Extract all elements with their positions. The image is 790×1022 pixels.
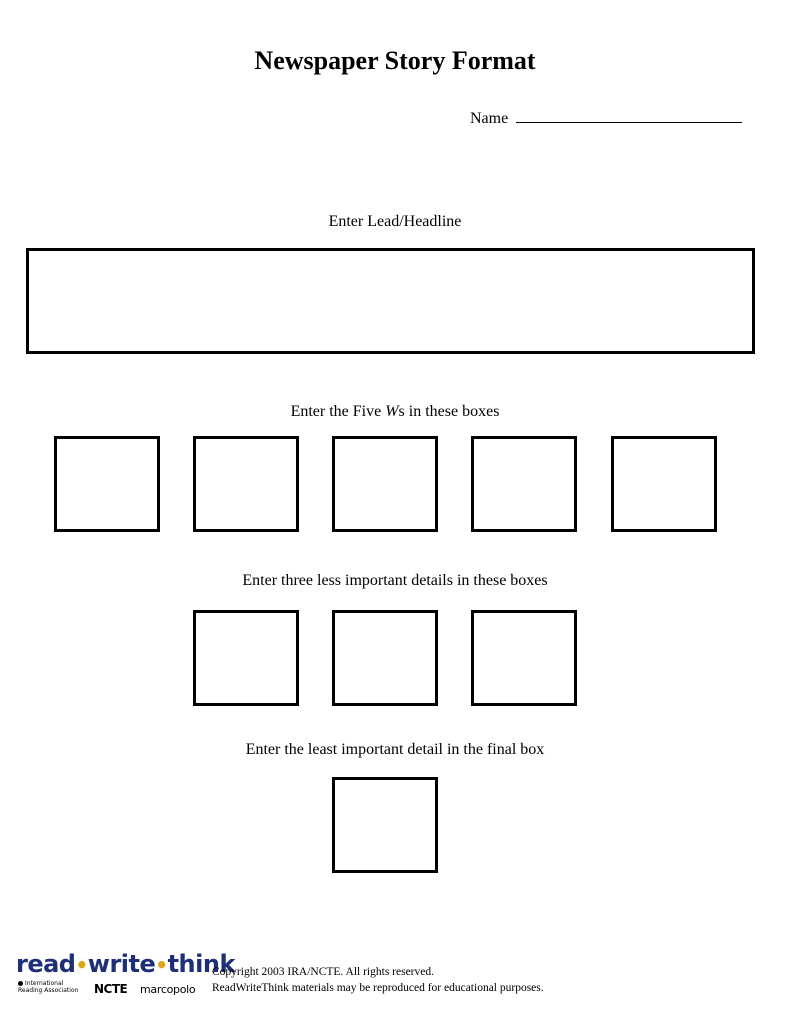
reproduction-text: ReadWriteThink materials may be reproduced for educational purposes. [212,982,544,994]
five-ws-box-4[interactable] [471,436,577,532]
lead-caption: Enter Lead/Headline [328,213,462,230]
page-title: Newspaper Story Format [254,46,536,75]
three-details-caption: Enter three less important details in these boxes [242,572,548,589]
ira-logo-text: International Reading Association [18,980,79,994]
ira-mark-icon [18,981,23,986]
logo-read: read [16,950,76,978]
five-ws-box-1[interactable] [54,436,160,532]
logo-dot-icon: • [75,953,88,977]
five-ws-caption-end: s in these boxes [398,403,500,420]
ncte-logo: NCTE [94,982,128,996]
five-ws-caption-start: Enter the Five [290,403,386,420]
detail-box-3[interactable] [471,610,577,706]
marcopolo-logo: marcopolo [140,983,196,996]
five-ws-box-3[interactable] [332,436,438,532]
readwritethink-logo [16,950,235,979]
logo-think: think [167,950,235,978]
name-field [470,108,742,129]
detail-box-1[interactable] [193,610,299,706]
lead-headline-box[interactable] [26,248,755,354]
name-line[interactable] [516,108,742,123]
logo-write: write [87,950,156,978]
ira-logo [18,980,88,994]
five-ws-caption [0,402,790,422]
least-detail-caption: Enter the least important detail in the final box [245,741,545,758]
five-ws-caption-w: W [385,403,399,420]
logo-dot-icon: • [155,953,168,977]
detail-box-2[interactable] [332,610,438,706]
five-ws-box-2[interactable] [193,436,299,532]
final-detail-box[interactable] [332,777,438,873]
five-ws-box-5[interactable] [611,436,717,532]
copyright-text: Copyright 2003 IRA/NCTE. All rights reserved. [212,966,434,978]
name-label: Name [470,110,509,127]
